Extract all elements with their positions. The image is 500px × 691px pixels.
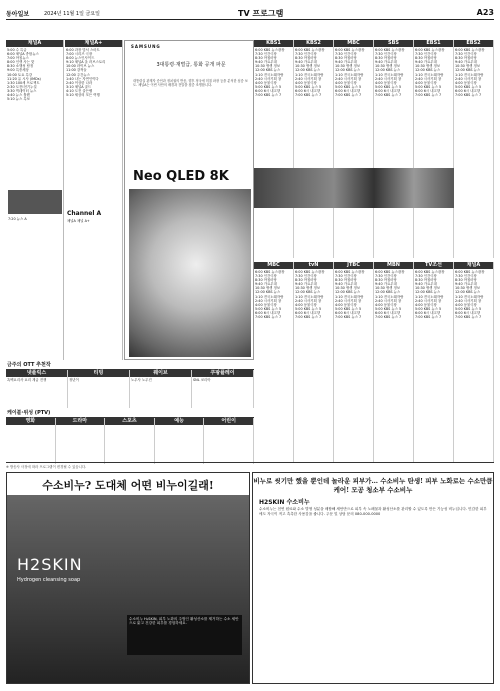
ad-headline: 비누로 씻기만 했을 뿐인데 놀라운 피부가… 수소비누 탄생! 피부 노화로는 수소만큼 케어! 모공 청소부 수소비누 [253,477,493,494]
grid-column [414,40,454,258]
grid-line: 5:00 KBS 뉴스 5 [255,306,282,311]
grid-line: 12:00 KBS 뉴스 [375,68,401,73]
grid-line: 10:30 생생 정보 [255,64,281,69]
grid-line: 10:30 생생 정보 [335,64,361,69]
grid-line: 12:00 KBS 뉴스 [415,290,441,295]
grid-column [374,40,414,258]
section-item: 노무사 노무진 [131,378,152,382]
grid-column [254,40,294,258]
grid-line: 6:00 KBS 뉴스광장 [415,48,445,52]
section-header: 드라마 [56,418,105,425]
grid-line: 7:30 인간극장 [375,52,397,57]
grid-header: SBS [374,40,413,47]
grid-line: 7:00 KBS 뉴스 7 [295,315,322,320]
grid-line: 6:00 KBS 뉴스광장 [295,270,325,274]
grid-line: 4:00 동물극장 [295,80,317,85]
grid-line: 7:30 인간극장 [295,52,317,57]
issue-date: 2024년 11월 1일 금요일 [44,11,101,17]
footnote: ※ 방송사 사정에 따라 프로그램이 변경될 수 있습니다. [6,462,494,469]
ad-visual [7,495,250,684]
grid-line: 9:40 가요무대 [295,60,317,65]
grid-line: 5:00 KBS 뉴스 5 [295,84,322,89]
grid-line: 7:30 인간극장 [415,274,437,279]
grid-line: 1:10 전국노래자랑 [375,72,404,77]
schedule-col-2 [65,40,123,360]
grid-line: 4:00 동물극장 [455,80,477,85]
ad-sub: Hydrogen cleansing soap [17,577,81,583]
grid-header: KBS1 [254,40,293,47]
grid-line: 6:00 KBS 뉴스광장 [375,48,405,52]
section-item: 흑백요리사 요리 계급 전쟁 [7,378,47,382]
grid-header: KBS2 [294,40,333,47]
grid-line: 7:00 KBS 뉴스 7 [255,315,282,320]
grid-header: MBN [374,262,413,269]
grid-line: 12:00 KBS 뉴스 [455,290,481,295]
grid-column [414,262,454,462]
grid-line: 6:00 6시 내고향 [415,310,441,315]
grid-line: 6:00 6시 내고향 [455,88,481,93]
section-column [105,418,155,464]
grid-line: 2:40 시사기획 창 [455,298,482,303]
grid-line: 6:00 KBS 뉴스광장 [335,48,365,52]
grid-line: 8:30 아침마당 [375,56,397,61]
grid-line: 7:30 인간극장 [455,52,477,57]
section-header: 예능 [155,418,204,425]
grid-line: 12:00 KBS 뉴스 [455,68,481,73]
grid-line: 6:00 6시 내고향 [335,310,361,315]
grid-line: 2:40 시사기획 창 [455,76,482,81]
grid-line: 2:40 시사기획 창 [295,298,322,303]
tv-grid-bottom [254,262,494,462]
grid-line: 8:30 아침마당 [375,278,397,283]
grid-line: 9:40 가요무대 [335,282,357,287]
schedule-header: 채널A [6,40,63,47]
grid-line: 7:30 인간극장 [335,274,357,279]
grid-line: 7:00 KBS 뉴스 7 [455,315,482,320]
program-photo [254,168,454,208]
left-schedule [6,40,124,360]
grid-line: 8:30 아침마당 [255,56,277,61]
grid-column [294,40,334,258]
grid-line: 9:40 가요무대 [455,60,477,65]
grid-line: 6:00 KBS 뉴스광장 [255,48,285,52]
grid-line: 7:00 KBS 뉴스 7 [455,93,482,98]
grid-line: 10:30 생생 정보 [295,64,321,69]
thumbnail-caption: 7:20 뉴스 A [8,217,27,221]
grid-column [454,262,494,462]
grid-line: 6:00 KBS 뉴스광장 [415,270,445,274]
section-column [130,370,192,408]
grid-line: 9:40 가요무대 [335,60,357,65]
section-column [204,418,254,464]
grid-line: 10:30 생생 정보 [375,286,401,291]
grid-line: 4:00 동물극장 [255,302,277,307]
grid-line: 6:00 KBS 뉴스광장 [335,270,365,274]
schedule-lines [65,47,122,98]
grid-line: 4:00 동물극장 [335,302,357,307]
grid-line: 7:30 인간극장 [335,52,357,57]
schedule-line: 4:10 도전 골든벨 [66,88,93,93]
grid-line: 5:00 KBS 뉴스 5 [295,306,322,311]
grid-line: 8:30 아침마당 [455,278,477,283]
schedule-line: 2:30 도전!천기누설 [7,84,37,89]
grid-line: 7:00 KBS 뉴스 7 [375,93,402,98]
grid-line: 7:30 인간극장 [255,274,277,279]
grid-line: 7:00 KBS 뉴스 7 [335,315,362,320]
ad-logo: H2SKIN [17,555,83,574]
section-item: 정년이 [69,378,79,382]
grid-line: 6:00 6시 내고향 [375,88,401,93]
schedule-header: 채널A+ [65,40,122,47]
grid-line: 12:00 KBS 뉴스 [295,290,321,295]
schedule-lines [6,47,63,102]
grid-line: 8:30 아침마당 [335,56,357,61]
grid-line: 1:10 전국노래자랑 [295,72,324,77]
grid-column [454,40,494,258]
ad-headline: 수소비누? 도대체 어떤 비누이길래! [42,479,214,492]
samsung-ad [124,40,254,360]
grid-column [334,262,374,462]
grid-line: 12:00 KBS 뉴스 [335,290,361,295]
schedule-col-1 [6,40,64,360]
section-header: 쿠팡플레이 [192,370,253,377]
grid-line: 2:40 시사기획 창 [335,76,362,81]
grid-line: 10:30 생생 정보 [455,64,481,69]
grid-line: 7:30 인간극장 [255,52,277,57]
grid-line: 10:30 생생 정보 [335,286,361,291]
schedule-line: 3:10 채널A 골드 [66,84,92,89]
grid-line: 7:30 인간극장 [455,274,477,279]
grid-line: 1:10 전국노래자랑 [415,72,444,77]
grid-line: 6:00 KBS 뉴스광장 [455,270,485,274]
grid-line: 10:30 생생 정보 [455,286,481,291]
grid-line: 7:00 KBS 뉴스 7 [335,93,362,98]
grid-line: 6:00 6시 내고향 [415,88,441,93]
grid-line: 10:30 생생 정보 [255,286,281,291]
grid-column [294,262,334,462]
grid-line: 1:10 전국노래자랑 [255,294,284,299]
grid-lines [294,269,333,320]
schedule-line: 6:00 채널A 종합뉴스 [7,52,39,57]
grid-header: EBS1 [414,40,453,47]
grid-line: 5:00 KBS 뉴스 5 [375,306,402,311]
grid-line: 1:10 전국노래자랑 [335,72,364,77]
grid-line: 5:00 KBS 뉴스 5 [375,84,402,89]
section-column [56,418,106,464]
grid-line: 5:00 KBS 뉴스 5 [255,84,282,89]
program-thumbnail [8,190,62,214]
grid-line: 6:00 KBS 뉴스광장 [455,48,485,52]
grid-line: 10:30 생생 정보 [415,64,441,69]
grid-lines [414,269,453,320]
grid-line: 4:00 동물극장 [255,80,277,85]
grid-line: 9:40 가요무대 [255,60,277,65]
grid-header: JTBC [334,262,373,269]
ott-title: 금주의 OTT 추천작 [6,360,254,370]
grid-line: 7:00 KBS 뉴스 7 [255,93,282,98]
schedule-line: 8:00 뉴스인사이드 [66,56,95,61]
channel-sub: 채널A 채널 A+ [67,219,90,223]
grid-line: 5:00 KBS 뉴스 5 [455,306,482,311]
grid-line: 12:00 KBS 뉴스 [255,290,281,295]
tv-screen-image [129,189,251,357]
grid-line: 1:10 전국노래자랑 [295,294,324,299]
grid-line: 10:30 생생 정보 [375,64,401,69]
grid-lines [414,47,453,98]
schedule-line: 9:00 특종세상 [7,68,29,73]
grid-line: 4:00 동물극장 [375,80,397,85]
grid-lines [454,269,493,320]
grid-line: 4:00 동물극장 [375,302,397,307]
grid-line: 6:00 6시 내고향 [455,310,481,315]
grid-line: 6:00 6시 내고향 [255,310,281,315]
ad-brand: H2SKIN 수소비누 [259,499,310,506]
grid-lines [374,47,413,98]
section-column [6,418,56,464]
section-header: 스포츠 [105,418,154,425]
section-column [6,370,68,408]
grid-line: 12:00 KBS 뉴스 [415,68,441,73]
grid-line: 9:40 가요무대 [375,60,397,65]
grid-header: MBC [254,262,293,269]
schedule-line: 10:00 토요 특강 [7,72,33,77]
schedule-line: 10:00 라이브 뉴스 [66,64,95,69]
grid-line: 6:00 6시 내고향 [295,310,321,315]
grid-line: 4:00 동물극장 [295,302,317,307]
grid-lines [294,47,333,98]
grid-line: 4:00 동물극장 [415,80,437,85]
grid-line: 5:00 KBS 뉴스 5 [415,306,442,311]
grid-lines [254,47,293,98]
grid-line: 4:00 동물극장 [415,302,437,307]
grid-column [334,40,374,258]
grid-line: 1:10 전국노래자랑 [415,294,444,299]
ott-section [6,360,254,462]
grid-line: 10:30 생생 정보 [295,286,321,291]
section-title: TV 프로그램 [238,9,284,18]
grid-line: 2:40 시사기획 창 [295,76,322,81]
section-header: 넷플릭스 [6,370,67,377]
schedule-line: 4:40 뉴스 톱텐 [7,93,30,98]
page-number: A23 [476,8,494,17]
grid-line: 4:00 동물극장 [455,302,477,307]
schedule-line: 7:00 아침뉴스 [7,56,29,61]
grid-header: MBC [334,40,373,47]
grid-line: 8:30 아침마당 [415,56,437,61]
grid-line: 5:00 KBS 뉴스 5 [335,84,362,89]
schedule-line: 7:00 시리즈 극장 [66,52,93,57]
channel-logo: Channel A [67,210,102,217]
schedule-line: 8:00 인생 사는 맛 [7,60,35,65]
grid-lines [334,47,373,98]
schedule-line: 5:10 세상의 모든 여행 [66,93,100,98]
grid-line: 8:30 아침마당 [255,278,277,283]
grid-line: 9:40 가요무대 [455,282,477,287]
schedule-line: 12:00 주간뉴스 [66,72,90,77]
grid-line: 6:00 KBS 뉴스광장 [295,48,325,52]
grid-header: 채널A [454,262,493,269]
grid-line: 1:10 전국노래자랑 [335,294,364,299]
grid-line: 8:30 아침마당 [295,278,317,283]
grid-line: 1:10 전국노래자랑 [455,72,484,77]
grid-line: 9:40 가요무대 [415,282,437,287]
schedule-line: 5:00 수 특급 [7,48,27,52]
ad-body: 대통령실 관계자 증언과 정치권의 반응, 향후 정국에 미칠 파장 등을 분석한 심층 보도. 채널A는 이번 사안의 배경과 전말을 집중 조명합니다. [133,79,248,87]
grid-line: 2:40 시사기획 창 [255,298,282,303]
section-header: 영화 [6,418,55,425]
grid-line: 2:40 시사기획 창 [415,76,442,81]
section-header: 어린이 [204,418,253,425]
grid-line: 2:40 시사기획 창 [255,76,282,81]
section-item: SNL 코리아 [193,378,211,382]
ad-headline: 3대통령·재벌급, 통화 공개 파문 [156,62,226,68]
grid-line: 9:40 가요무대 [255,282,277,287]
grid-line: 7:00 KBS 뉴스 7 [375,315,402,320]
grid-header: tvN [294,262,333,269]
grid-lines [334,269,373,320]
grid-line: 6:00 6시 내고향 [375,310,401,315]
grid-line: 1:10 전국노래자랑 [375,294,404,299]
grid-line: 8:30 아침마당 [295,56,317,61]
grid-lines [374,269,413,320]
schedule-line: 9:10 채널A 올 러브스토리 [66,60,106,65]
grid-column [374,262,414,462]
grid-line: 7:00 KBS 뉴스 7 [415,93,442,98]
grid-line: 6:00 6시 내고향 [255,88,281,93]
grid-line: 4:00 동물극장 [335,80,357,85]
ad-copy-box: 수소비누 H₂SKIN, 피부 노화의 주범인 활성산소를 제거하는 수소 세안으로 맑고 건강한 피부를 경험하세요. [127,615,242,655]
masthead [6,6,494,20]
grid-line: 1:10 전국노래자랑 [255,72,284,77]
grid-line: 6:00 6시 내고향 [295,88,321,93]
grid-line: 12:00 KBS 뉴스 [255,68,281,73]
paytv-title: 케이블·위성 (PTV) [6,408,254,418]
section-header: 티빙 [68,370,129,377]
grid-line: 12:00 KBS 뉴스 [335,68,361,73]
grid-line: 2:40 시사기획 창 [375,76,402,81]
grid-line: 12:00 KBS 뉴스 [295,68,321,73]
product-name: Neo QLED 8K [133,169,229,184]
grid-line: 12:00 KBS 뉴스 [375,290,401,295]
section-column [68,370,130,408]
grid-line: 5:00 KBS 뉴스 5 [415,84,442,89]
grid-line: 6:00 KBS 뉴스광장 [255,270,285,274]
grid-lines [254,269,293,320]
grid-line: 7:00 KBS 뉴스 7 [295,93,322,98]
grid-line: 7:30 인간극장 [375,274,397,279]
schedule-line: 11:20 유 시사 (IMDs) [7,76,41,81]
grid-line: 7:30 인간극장 [415,52,437,57]
schedule-line: 6:00 과장 맞서 스마트 [66,48,100,52]
paper-name: 동아일보 [6,11,30,18]
schedule-line: 8:30 소행성 탐정 [7,64,34,69]
schedule-line: 1:30 100세 프로젝트 [7,80,40,85]
section-header: 웨이브 [130,370,191,377]
grid-line: 7:00 KBS 뉴스 7 [415,315,442,320]
grid-lines [454,47,493,98]
grid-line: 9:40 가요무대 [375,282,397,287]
grid-line: 5:00 KBS 뉴스 5 [455,84,482,89]
grid-line: 6:00 6시 내고향 [335,88,361,93]
soap-ad-right [252,472,494,684]
grid-line: 2:40 시사기획 창 [335,298,362,303]
schedule-line: 2:40 이상한 나라 [66,80,93,85]
tv-grid-top [254,40,494,258]
grid-header: TV조선 [414,262,453,269]
grid-line: 7:30 인간극장 [295,274,317,279]
grid-line: 5:00 KBS 뉴스 5 [335,306,362,311]
grid-column [254,262,294,462]
grid-line: 9:40 가요무대 [295,282,317,287]
schedule-line: 5:10 뉴스 특보 [7,97,30,102]
schedule-line: 11:00 강적들 [66,68,87,73]
schedule-line: 1:40 나는 자연인이다 [66,76,99,81]
grid-line: 6:00 KBS 뉴스광장 [375,270,405,274]
grid-line: 8:30 아침마당 [415,278,437,283]
grid-line: 10:30 생생 정보 [415,286,441,291]
grid-line: 9:40 가요무대 [415,60,437,65]
grid-line: 1:10 전국노래자랑 [455,294,484,299]
schedule-line: 3:30 빅데이터 뉴스 [7,88,37,93]
grid-line: 2:40 시사기획 창 [415,298,442,303]
brand-logo: SAMSUNG [131,44,161,49]
grid-header: EBS2 [454,40,493,47]
section-column [192,370,254,408]
section-column [155,418,205,464]
ad-copy: 수소비누는 천연 원료와 수소 발생 성분을 배합해 세안만으로 피부 속 노폐물과 활성산소를 관리할 수 있도록 만든 기능성 비누입니다. 민감한 피부에도 자극이 적고 촉촉한 사용감을 줍니다. 주문 및 상담 문의 080-000-0000 [259,507,487,516]
grid-line: 8:30 아침마당 [455,56,477,61]
soap-ad-left [6,472,250,684]
grid-line: 2:40 시사기획 창 [375,298,402,303]
grid-line: 8:30 아침마당 [335,278,357,283]
